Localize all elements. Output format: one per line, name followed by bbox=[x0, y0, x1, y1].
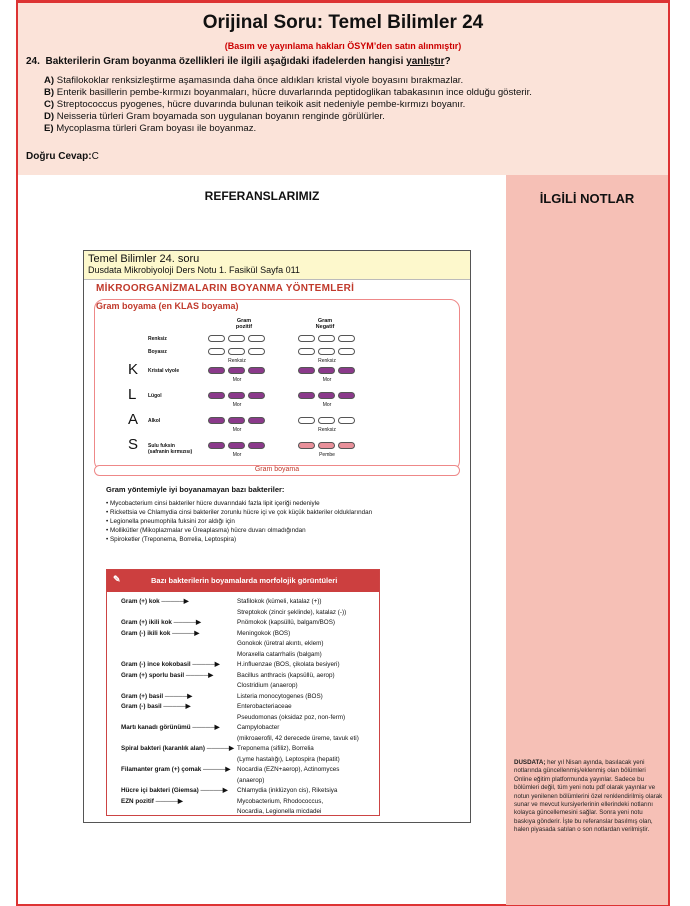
col-header-negative: Gram Negatif bbox=[315, 318, 335, 330]
morph-organism: Listeria monocytogenes (BOS) bbox=[237, 692, 323, 700]
row-letter: S bbox=[128, 436, 139, 453]
list-item: • Legionella pneumophila fuksini zor aldığı için bbox=[106, 517, 396, 526]
row-label: Sulu fuksin (safranin kırmızısı) bbox=[148, 443, 193, 455]
stain-cell bbox=[228, 442, 245, 449]
stain-result-negative: Mor bbox=[322, 377, 332, 383]
morph-organism: (mikroaerofil, 42 derecede üreme, tavuk eti) bbox=[237, 734, 359, 742]
morphology-table bbox=[106, 569, 380, 816]
question-number: 24. bbox=[26, 56, 40, 67]
microscope-icon: ✎ bbox=[113, 574, 121, 584]
morph-organism: Bacillus anthracis (kapsüllü, aerop) bbox=[237, 671, 335, 679]
stain-cell bbox=[208, 335, 225, 342]
stain-result-positive: Mor bbox=[232, 402, 242, 408]
answer-value: C bbox=[91, 151, 99, 162]
stain-cell bbox=[318, 442, 335, 449]
list-item: • Mycobacterium cinsi bakteriler hücre duvarındaki fazla lipit içeriği nedeniyle bbox=[106, 499, 396, 508]
correct-answer bbox=[26, 151, 99, 162]
stain-cell bbox=[298, 392, 315, 399]
stain-cell bbox=[338, 348, 355, 355]
col-header-positive: Gram pozitif bbox=[235, 318, 253, 330]
list-item: • Spiroketler (Treponema, Borrelia, Leptospira) bbox=[106, 535, 396, 544]
answer-options bbox=[44, 75, 532, 135]
stain-cell bbox=[248, 335, 265, 342]
answer-label: Doğru Cevap: bbox=[26, 151, 92, 162]
row-label: Kristal viyole bbox=[148, 368, 180, 374]
stain-result-positive: Renksiz bbox=[228, 358, 246, 364]
morph-organism: (Lyme hastalığı), Leptospira (hepatit) bbox=[237, 755, 340, 763]
stain-cell bbox=[318, 348, 335, 355]
morph-category: Martı kanadı görünümü ─────▶ bbox=[121, 724, 220, 731]
morph-organism: Stafilokok (kümeli, katalaz (+)) bbox=[237, 598, 322, 605]
stain-cell bbox=[228, 392, 245, 399]
morph-category: EZN pozitif ─────▶ bbox=[121, 797, 183, 805]
stain-cell bbox=[228, 367, 245, 374]
gram-stain-title: Gram boyama (en KLAS boyama) bbox=[96, 301, 239, 311]
stain-cell bbox=[298, 348, 315, 355]
morph-category: Gram (+) kok ─────▶ bbox=[121, 598, 189, 605]
option-d: D) Neisseria türleri Gram boyamada son uygulanan boyanın renginde görülürler. bbox=[44, 111, 385, 122]
stain-cell bbox=[208, 392, 225, 399]
stain-cell bbox=[228, 335, 245, 342]
references-heading: REFERANSLARIMIZ bbox=[204, 189, 320, 203]
stain-cell bbox=[298, 335, 315, 342]
reference-card-title: Temel Bilimler 24. soru bbox=[88, 253, 200, 265]
morph-organism: Moraxella catarrhalis (balgam) bbox=[237, 650, 322, 658]
notes-heading: İLGİLİ NOTLAR bbox=[539, 191, 635, 206]
copyright-note: (Basım ve yayınlama hakları ÖSYM’den satın alınmıştır) bbox=[224, 41, 462, 51]
stain-cell bbox=[208, 442, 225, 449]
morph-category: Filamanter gram (+) çomak ─────▶ bbox=[121, 766, 231, 773]
page-frame bbox=[16, 0, 670, 906]
stain-cell bbox=[338, 367, 355, 374]
stain-cell bbox=[248, 442, 265, 449]
stain-cell bbox=[338, 392, 355, 399]
list-item: • Rickettsia ve Chlamydia cinsi bakteriler zorunlu hücre içi ve çok küçük bakteriler olduklarından bbox=[106, 508, 396, 517]
stain-cell bbox=[338, 442, 355, 449]
stain-cell bbox=[208, 417, 225, 424]
morph-organism: H.influenzae (BOS, çikolata besiyeri) bbox=[237, 661, 340, 668]
morph-category: Gram (+) ikili kok ─────▶ bbox=[121, 619, 201, 626]
morph-organism: Treponema (sifiliz), Borrelia bbox=[237, 745, 314, 752]
morph-organism: Nocardia (EZN+aerop), Actinomyces bbox=[237, 766, 340, 773]
page-title: Orijinal Soru: Temel Bilimler 24 bbox=[202, 12, 484, 33]
stain-cell bbox=[338, 417, 355, 424]
notes-brand: DUSDATA; bbox=[514, 759, 546, 766]
stain-result-negative: Mor bbox=[322, 402, 332, 408]
stain-cell bbox=[318, 392, 335, 399]
morph-organism: Mycobacterium, Rhodococcus, bbox=[237, 797, 324, 805]
stain-cell bbox=[248, 348, 265, 355]
morph-category: Gram (-) ikili kok ─────▶ bbox=[121, 629, 200, 637]
morph-organism: Pnömokok (kapsüllü, balgam/BOS) bbox=[237, 619, 335, 626]
option-e: E) Mycoplasma türleri Gram boyası ile boyanmaz. bbox=[44, 123, 257, 134]
stain-cell bbox=[338, 335, 355, 342]
row-label: Lügol bbox=[148, 393, 162, 399]
morph-organism: Enterobacteriaceae bbox=[237, 703, 292, 710]
stain-cell bbox=[248, 417, 265, 424]
stain-result-negative: Pembe bbox=[319, 452, 335, 458]
morph-category: Gram (+) sporlu basil ─────▶ bbox=[121, 671, 214, 679]
morph-category: Gram (-) basil ─────▶ bbox=[121, 703, 191, 710]
option-b: B) Enterik basillerin pembe-kırmızı boyanmaları, hücre duvarlarında peptidoglikan tabakasının ince olduğu gösterir. bbox=[44, 87, 532, 98]
notes-text: DUSDATA; her yıl Nisan ayında, basılacak yeni notlarında güncellenmiş/eklenmiş olan bölümleri Online eğitim platformunda yayınlar. Sadece bu bölümleri değil, tüm yeni notu pdf olarak yayınlar ve notun yenilenen bölümlerini özel renklendirilmiş olarak sunar ve mevcut kursiyerlerinin ellerindeki notlarını kolayca güncellemesini sağlar. Sonra yeni notu baskıya gönderir. İşte bu referanslar basılmış olan, halen piyasada satılan o son notlardan verilmiştir. bbox=[514, 759, 663, 834]
morph-organism: Nocardia, Legionella micdadei bbox=[237, 808, 322, 815]
morph-organism: Chlamydia (inklüzyon cis), Riketsiya bbox=[237, 787, 338, 794]
notes-panel bbox=[506, 175, 668, 905]
stain-result-negative: Renksiz bbox=[318, 427, 336, 433]
row-letter: K bbox=[128, 361, 139, 378]
morph-organism: Meningokok (BOS) bbox=[237, 629, 291, 637]
non-staining-title: Gram yöntemiyle iyi boyanamayan bazı bakteriler: bbox=[106, 485, 285, 494]
stain-cell bbox=[318, 367, 335, 374]
option-a: A) Stafilokoklar renksizleştirme aşamasında daha önce aldıkları kristal viyole boyasını bırakmazlar. bbox=[44, 75, 464, 86]
question-text: Bakterilerin Gram boyanma özellikleri ile ilgili aşağıdaki ifadelerden hangisi bbox=[45, 56, 404, 67]
stain-result-positive: Mor bbox=[232, 377, 242, 383]
stain-result-positive: Mor bbox=[232, 452, 242, 458]
reference-card-header bbox=[84, 251, 470, 280]
row-letter: L bbox=[128, 386, 137, 403]
question-mark: ? bbox=[444, 56, 451, 67]
stain-result-negative: Renksiz bbox=[318, 358, 336, 364]
stain-cell bbox=[228, 348, 245, 355]
morph-organism: Campylobacter bbox=[237, 724, 280, 731]
question-panel bbox=[18, 3, 668, 175]
reference-card bbox=[83, 250, 471, 823]
morph-category: Hücre içi bakteri (Giemsa) ─────▶ bbox=[121, 787, 228, 794]
section-title: MİKROORGANİZMALARIN BOYANMA YÖNTEMLERİ bbox=[96, 283, 355, 294]
list-item: • Mollikütler (Mikoplazmalar ve Üreaplasma) hücre duvarı olmadığından bbox=[106, 526, 396, 535]
morph-organism: Clostridium (anaerop) bbox=[237, 682, 298, 689]
stain-cell bbox=[318, 335, 335, 342]
morph-organism: (anaerop) bbox=[237, 776, 265, 784]
question-stem bbox=[26, 56, 451, 67]
non-staining-list bbox=[106, 499, 396, 544]
reference-card-source: Dusdata Mikrobiyoloji Ders Notu 1. Fasikül Sayfa 011 bbox=[88, 265, 300, 275]
stain-cell bbox=[298, 417, 315, 424]
row-letter: A bbox=[128, 411, 139, 428]
morph-organism: Gonokok (üretral akıntı, eklem) bbox=[237, 640, 324, 647]
stain-cell bbox=[298, 367, 315, 374]
row-label: Boyasız bbox=[148, 349, 167, 355]
row-label: Alkol bbox=[148, 418, 161, 424]
morphology-title: Bazı bakterilerin boyamalarda morfolojik görüntüleri bbox=[151, 576, 338, 585]
stain-cell bbox=[228, 417, 245, 424]
option-c: C) Streptococcus pyogenes, hücre duvarında bulunan teikoik asit nedeniyle pembe-kırmızı boyanır. bbox=[44, 99, 466, 110]
morph-organism: Pseudomonas (oksidaz poz, non-ferm) bbox=[237, 713, 346, 721]
stain-cell bbox=[298, 442, 315, 449]
stain-cell bbox=[248, 392, 265, 399]
question-emphasis: yanlıştır bbox=[406, 56, 445, 67]
stain-result-positive: Mor bbox=[232, 427, 242, 433]
row-label: Renksiz bbox=[148, 336, 167, 342]
stain-cell bbox=[318, 417, 335, 424]
stain-cell bbox=[208, 367, 225, 374]
gram-stain-footer: Gram boyama bbox=[94, 465, 460, 476]
stain-cell bbox=[248, 367, 265, 374]
morph-category: Gram (+) basil ─────▶ bbox=[121, 692, 193, 700]
stain-cell bbox=[208, 348, 225, 355]
morphology-title-bar bbox=[107, 570, 379, 592]
morph-category: Spiral bakteri (karanlık alan) ─────▶ bbox=[121, 745, 234, 752]
morph-category: Gram (-) ince kokobasil ─────▶ bbox=[121, 661, 220, 668]
morph-organism: Streptokok (zincir şeklinde), katalaz (-)) bbox=[237, 608, 347, 616]
